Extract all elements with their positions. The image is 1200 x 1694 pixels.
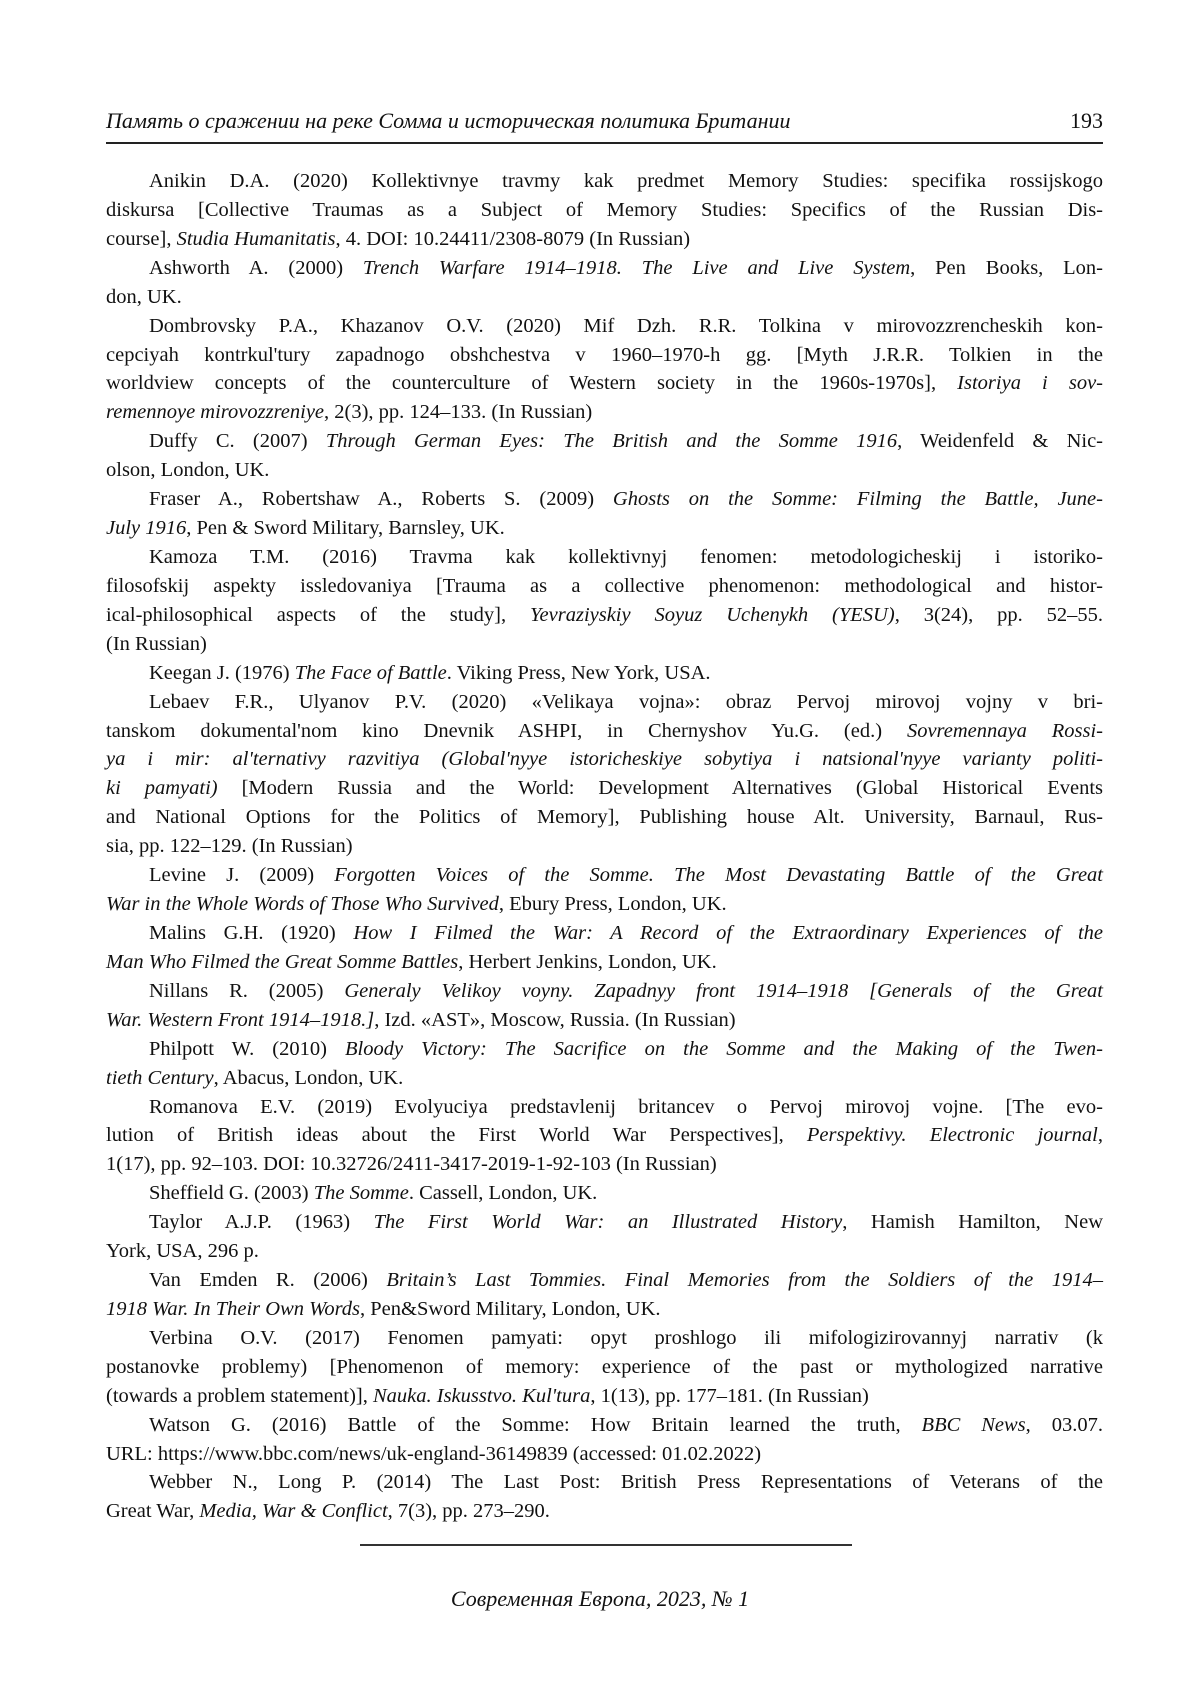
reference-text: sia, pp. 122–129. (In Russian)	[106, 835, 353, 858]
reference-line	[106, 659, 1103, 688]
reference-line	[106, 803, 1103, 832]
reference-line	[106, 630, 1103, 659]
reference-text: Levine J. (2009)	[149, 864, 335, 887]
reference-list	[106, 167, 1103, 1526]
reference-line	[106, 1237, 1103, 1266]
reference-text: Dombrovsky P.A., Khazanov O.V. (2020) Mif Dzh. R.R. Tolkina v mirovozzrencheskih kon-	[149, 314, 1103, 337]
reference-entry	[106, 1208, 1103, 1266]
reference-text: course],	[106, 227, 177, 250]
running-title: Память о сражении на реке Сомма и историческая политика Британии	[106, 108, 791, 133]
reference-text: cepciyah kontrkul'tury zapadnogo obshchestva v 1960–1970-h gg. [Myth J.R.R. Tolkien in the	[106, 343, 1103, 366]
reference-line	[106, 1035, 1103, 1064]
reference-text: don, UK.	[106, 285, 182, 308]
reference-italic-text: Trench Warfare 1914–1918. The Live and Live System	[362, 256, 911, 279]
reference-italic-text: Forgotten Voices of the Somme. The Most Devastating Battle of the Great	[334, 864, 1104, 887]
reference-line	[106, 1208, 1103, 1237]
reference-text: , Pen&Sword Military, London, UK.	[360, 1297, 661, 1320]
reference-text: (towards a problem statement)],	[106, 1384, 373, 1407]
reference-text: and National Options for the Politics of Memory], Publishing house Alt. University, Barnaul, Rus-	[106, 806, 1103, 829]
reference-line	[106, 283, 1103, 312]
reference-italic-text: Nauka. Iskusstvo. Kul'tura	[372, 1384, 591, 1407]
reference-line	[106, 427, 1103, 456]
reference-line	[106, 456, 1103, 485]
reference-italic-text: The First World War: an Illustrated History	[373, 1211, 843, 1234]
reference-line	[106, 1266, 1103, 1295]
reference-italic-text: The Face of Battle	[294, 661, 447, 684]
reference-italic-text: Through German Eyes: The British and the Somme 1916	[325, 430, 898, 453]
reference-text: Romanova E.V. (2019) Evolyuciya predstavlenij britancev o Pervoj mirovoj vojne. [The evo-	[149, 1095, 1103, 1118]
reference-entry	[106, 919, 1103, 977]
reference-line	[106, 225, 1103, 254]
reference-text: URL: https://www.bbc.com/news/uk-england-36149839 (accessed: 01.02.2022)	[106, 1442, 762, 1465]
reference-line	[106, 948, 1103, 977]
reference-italic-text: Yevraziyskiy Soyuz Uchenykh (YESU)	[530, 603, 895, 626]
reference-line	[106, 890, 1103, 919]
reference-entry	[106, 427, 1103, 485]
reference-line	[106, 1497, 1103, 1526]
reference-italic-text: The Somme	[313, 1182, 409, 1205]
reference-text: , 2(3), pp. 124–133. (In Russian)	[324, 401, 593, 424]
reference-italic-text: Britain’s Last Tommies. Final Memories from the Soldiers of the 1914–	[386, 1269, 1103, 1292]
reference-line	[106, 1064, 1103, 1093]
reference-text: , Pen Books, Lon-	[910, 256, 1103, 279]
running-header	[106, 106, 1103, 138]
reference-line	[106, 1295, 1103, 1324]
reference-text: Malins G.H. (1920)	[149, 921, 354, 944]
reference-text: , Abacus, London, UK.	[213, 1066, 404, 1089]
reference-text: , Ebury Press, London, UK.	[498, 893, 727, 916]
reference-text: , Weidenfeld & Nic-	[897, 430, 1103, 453]
reference-entry	[106, 1266, 1103, 1324]
reference-text: [Modern Russia and the World: Development Alternatives (Global Historical Events	[217, 777, 1103, 800]
reference-line	[106, 312, 1103, 341]
reference-line	[106, 688, 1103, 717]
reference-italic-text: BBC News	[921, 1413, 1026, 1436]
reference-text: Great War,	[106, 1500, 200, 1523]
reference-entry	[106, 1324, 1103, 1411]
reference-text: filosofskij aspekty issledovaniya [Trauma as a collective phenomenon: methodological and histor-	[106, 574, 1103, 597]
reference-line	[106, 254, 1103, 283]
reference-text: York, USA, 296 p.	[106, 1240, 259, 1263]
reference-text: . Viking Press, New York, USA.	[446, 661, 711, 684]
reference-text: 1(17), pp. 92–103. DOI: 10.32726/2411-3417-2019-1-92-103 (In Russian)	[106, 1153, 717, 1176]
reference-entry	[106, 485, 1103, 543]
reference-italic-text: 1918 War. In Their Own Words	[106, 1297, 361, 1320]
reference-italic-text: Bloody Victory: The Sacrifice on the Somme and the Making of the Twen-	[345, 1037, 1103, 1060]
header-rule	[106, 142, 1103, 144]
reference-text: Webber N., Long P. (2014) The Last Post: British Press Representations of Veterans of the	[149, 1471, 1103, 1494]
reference-text: diskursa [Collective Traumas as a Subject of Memory Studies: Specifics of the Russian Dis-	[106, 198, 1103, 221]
reference-italic-text: Perspektivy. Electronic journal	[806, 1124, 1098, 1147]
reference-text: , Izd. «AST», Moscow, Russia. (In Russian)	[374, 1008, 736, 1031]
journal-footer: Современная Европа, 2023, № 1	[450, 1586, 750, 1611]
reference-entry	[106, 977, 1103, 1035]
reference-italic-text: Studia Humanitatis	[176, 227, 336, 250]
reference-text: ical-philosophical aspects of the study],	[106, 603, 531, 626]
reference-italic-text: July 1916	[106, 517, 187, 540]
reference-line	[106, 1324, 1103, 1353]
reference-line	[106, 398, 1103, 427]
reference-text: Ashworth A. (2000)	[149, 256, 363, 279]
reference-entry	[106, 1468, 1103, 1526]
reference-italic-text: War in the Whole Words of Those Who Survived	[106, 893, 499, 916]
reference-line	[106, 167, 1103, 196]
reference-text: Van Emden R. (2006)	[149, 1269, 387, 1292]
reference-line	[106, 1468, 1103, 1497]
reference-text: postanovke problemy) [Phenomenon of memory: experience of the past or mythologized narrative	[106, 1355, 1103, 1378]
reference-text: Keegan J. (1976)	[149, 661, 295, 684]
reference-line	[106, 485, 1103, 514]
reference-line	[106, 601, 1103, 630]
reference-line	[106, 369, 1103, 398]
reference-text: (In Russian)	[106, 632, 207, 655]
reference-line	[106, 1382, 1103, 1411]
reference-entry	[106, 688, 1103, 862]
reference-text: Kamoza T.M. (2016) Travma kak kollektivnyj fenomen: metodologicheskij i istoriko-	[149, 545, 1103, 568]
reference-text: tanskom dokumental'nom kino Dnevnik ASHPI, in Chernyshov Yu.G. (ed.)	[106, 719, 907, 742]
reference-italic-text: Sovremennaya Rossi-	[906, 719, 1103, 742]
reference-italic-text: remennoye mirovozzreniye	[106, 401, 325, 424]
reference-text: , 03.07.	[1025, 1413, 1103, 1436]
reference-text: Verbina O.V. (2017) Fenomen pamyati: opyt proshlogo ili mifologizirovannyj narrativ (k	[149, 1326, 1103, 1349]
reference-text: worldview concepts of the counterculture of Western society in the 1960s-1970s],	[106, 372, 958, 395]
reference-text: . Cassell, London, UK.	[408, 1182, 598, 1205]
reference-line	[106, 196, 1103, 225]
reference-entry	[106, 1411, 1103, 1469]
reference-italic-text: Media, War & Conflict	[199, 1500, 388, 1523]
reference-text: , 4. DOI: 10.24411/2308-8079 (In Russian)	[335, 227, 691, 250]
reference-text: , 7(3), pp. 273–290.	[387, 1500, 550, 1523]
reference-line	[106, 543, 1103, 572]
reference-italic-text: Man Who Filmed the Great Somme Battles	[106, 950, 459, 973]
reference-line	[106, 717, 1103, 746]
reference-line	[106, 745, 1103, 774]
reference-text: , 3(24), pp. 52–55.	[894, 603, 1104, 626]
reference-line	[106, 832, 1103, 861]
reference-line	[106, 1150, 1103, 1179]
reference-italic-text: Istoriya i sov-	[957, 372, 1103, 395]
reference-text: ,	[1097, 1124, 1103, 1147]
reference-text: Duffy C. (2007)	[149, 430, 326, 453]
reference-text: , Hamish Hamilton, New	[842, 1211, 1103, 1234]
reference-entry	[106, 312, 1103, 428]
reference-text: , 1(13), pp. 177–181. (In Russian)	[590, 1384, 869, 1407]
reference-line	[106, 1353, 1103, 1382]
reference-line	[106, 1006, 1103, 1035]
reference-italic-text: Generaly Velikoy voyny. Zapadnyy front 1914–1918 [Generals of the Great	[344, 979, 1103, 1002]
reference-line	[106, 572, 1103, 601]
reference-line	[106, 1121, 1103, 1150]
reference-line	[106, 1411, 1103, 1440]
reference-italic-text: tieth Century	[106, 1066, 214, 1089]
reference-line	[106, 1179, 1103, 1208]
reference-text: Nillans R. (2005)	[149, 979, 345, 1002]
reference-text: Lebaev F.R., Ulyanov P.V. (2020) «Velikaya vojna»: obraz Pervoj mirovoj vojny v bri-	[149, 690, 1103, 713]
reference-text: Sheffield G. (2003)	[149, 1182, 314, 1205]
reference-line	[106, 861, 1103, 890]
reference-text: Philpott W. (2010)	[149, 1037, 346, 1060]
reference-line	[106, 1093, 1103, 1122]
reference-text: Fraser A., Robertshaw A., Roberts S. (2009)	[149, 488, 613, 511]
reference-entry	[106, 1035, 1103, 1093]
reference-entry	[106, 1093, 1103, 1180]
reference-text: lution of British ideas about the First World War Perspectives],	[106, 1124, 807, 1147]
reference-line	[106, 1440, 1103, 1469]
reference-line	[106, 977, 1103, 1006]
reference-entry	[106, 167, 1103, 254]
reference-entry	[106, 254, 1103, 312]
reference-italic-text: How I Filmed the War: A Record of the Extraordinary Experiences of the	[353, 921, 1103, 944]
reference-entry	[106, 1179, 1103, 1208]
reference-line	[106, 341, 1103, 370]
reference-text: Watson G. (2016) Battle of the Somme: How Britain learned the truth,	[149, 1413, 922, 1436]
reference-text: olson, London, UK.	[106, 459, 270, 482]
reference-entry	[106, 659, 1103, 688]
reference-entry	[106, 543, 1103, 659]
reference-text: Taylor A.J.P. (1963)	[149, 1211, 374, 1234]
reference-italic-text: War. Western Front 1914–1918.]	[106, 1008, 375, 1031]
reference-line	[106, 514, 1103, 543]
reference-italic-text: Ghosts on the Somme: Filming the Battle, June-	[612, 488, 1103, 511]
reference-text: , Pen & Sword Military, Barnsley, UK.	[186, 517, 505, 540]
reference-entry	[106, 861, 1103, 919]
reference-text: Anikin D.A. (2020) Kollektivnye travmy kak predmet Memory Studies: specifika rossijskogo	[149, 170, 1103, 192]
reference-italic-text: ki pamyati)	[106, 777, 218, 800]
reference-line	[106, 919, 1103, 948]
reference-italic-text: ya i mir: al'ternativy razvitiya (Global'nyye istoricheskiye sobytiya i natsional'nyye varianty politi-	[106, 748, 1103, 771]
page-number: 193	[1070, 108, 1103, 133]
reference-text: , Herbert Jenkins, London, UK.	[458, 950, 717, 973]
footer-rule	[360, 1544, 852, 1546]
reference-line	[106, 774, 1103, 803]
